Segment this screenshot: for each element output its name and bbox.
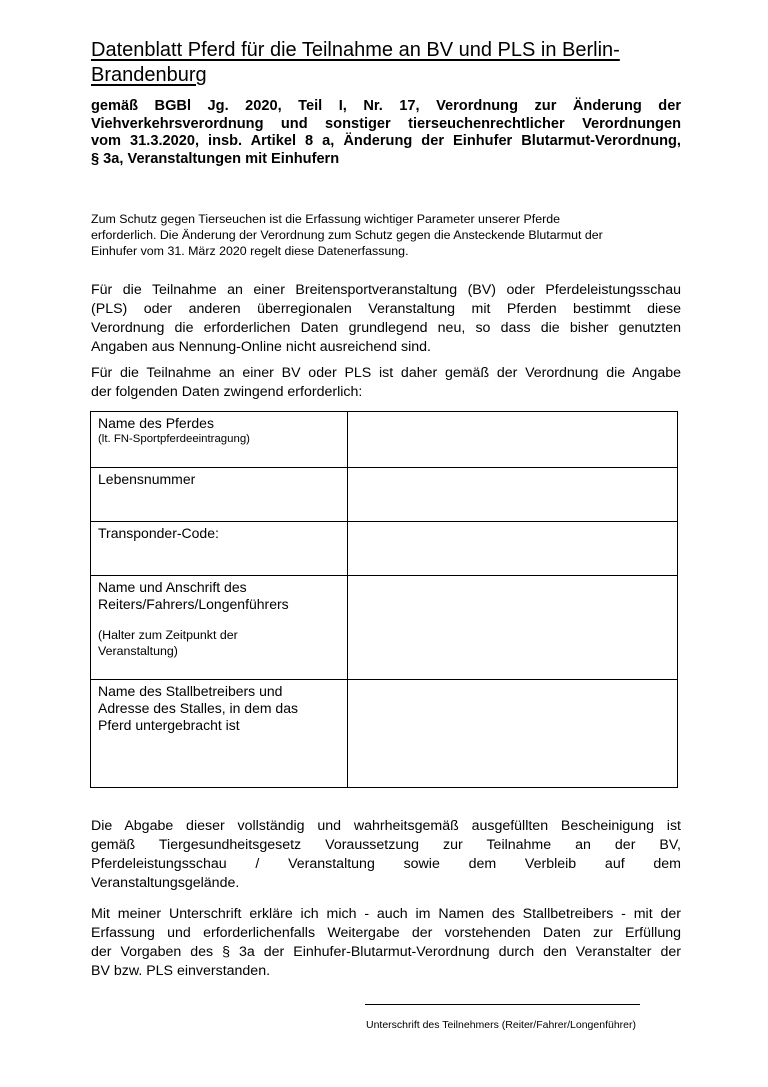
table-row [91,468,678,522]
table-row [91,412,678,468]
signature-line[interactable] [365,1004,640,1005]
intro-line: Einhufer vom 31. März 2020 regelt diese Datenerfassung. [91,243,409,258]
table-row [91,522,678,576]
field-value-stable[interactable] [348,680,678,788]
field-label-text: Adresse des Stalles, in dem das [98,700,298,716]
paragraph-certificate [91,817,681,893]
field-label-text: Name des Pferdes [98,415,214,431]
paragraph-consent [91,905,681,981]
paragraph-line: Angaben aus Nennung-Online nicht ausreichend sind. [91,339,431,355]
signature-caption: Unterschrift des Teilnehmers (Reiter/Fahrer/Longenführer) [366,1019,637,1031]
intro-line: erforderlich. Die Änderung der Verordnung zum Schutz gegen die Ansteckende Blutarmut der [91,227,603,242]
field-label-life-number: Lebensnummer [91,468,348,522]
legal-reference-line: § 3a, Veranstaltungen mit Einhufern [91,150,340,167]
field-value-horse-name[interactable] [348,412,678,468]
paragraph-line: BV bzw. PLS einverstanden. [91,963,271,979]
paragraph-line: Erfassung und erforderlichenfalls Weitergabe der vorstehenden Daten zur Erfüllung [91,925,681,941]
paragraph-line: der Vorgaben des § 3a der Einhufer-Blutarmut-Verordnung durch den Veranstalter der [91,944,681,960]
table-row [91,680,678,788]
paragraph-line: der folgenden Daten zwingend erforderlich: [91,384,363,400]
paragraph-line: (PLS) oder anderen überregionalen Veranstaltung mit Pferden bestimmt diese [91,301,681,317]
paragraph-line: Für die Teilnahme an einer Breitensportveranstaltung (BV) oder Pferdeleistungsschau [91,282,681,298]
title-line: Brandenburg [91,64,207,86]
legal-reference [91,98,681,168]
intro-line: Zum Schutz gegen Tierseuchen ist die Erfassung wichtiger Parameter unserer Pferde [91,212,561,226]
horse-data-table [90,411,678,788]
paragraph-line: Für die Teilnahme an einer BV oder PLS ist daher gemäß der Verordnung die Angabe [91,365,681,381]
paragraph-line: Verordnung die erforderlichen Daten grundlegend neu, so dass die bisher genutzten [91,320,681,336]
field-label-rider [91,576,348,680]
field-label-horse-name [91,412,348,468]
paragraph-line: gemäß Tiergesundheitsgesetz Voraussetzung zur Teilnahme an der BV, [91,837,681,853]
legal-reference-line: gemäß BGBl Jg. 2020, Teil I, Nr. 17, Verordnung zur Änderung der [91,98,681,114]
field-note: (Halter zum Zeitpunkt der [98,628,238,642]
paragraph-line: Mit meiner Unterschrift erkläre ich mich - auch im Namen des Stallbetreibers - mit der [91,906,681,922]
field-value-rider[interactable] [348,576,678,680]
field-note: (lt. FN-Sportpferdeeintragung) [98,433,250,445]
field-label-text: Reiters/Fahrers/Longenführers [98,596,289,612]
field-label-transponder-code: Transponder-Code: [91,522,348,576]
field-label-text: Pferd untergebracht ist [98,717,240,733]
title-line: Datenblatt Pferd für die Teilnahme an BV und PLS in Berlin- [91,39,620,61]
legal-reference-line: Viehverkehrsverordnung und sonstiger tierseuchenrechtlicher Verordnungen [91,115,681,132]
paragraph-participation [91,281,681,357]
paragraph-required-data [91,364,681,402]
intro-paragraph [91,212,681,259]
document-title [91,38,691,88]
table-row [91,576,678,680]
paragraph-line: Die Abgabe dieser vollständig und wahrheitsgemäß ausgefüllten Bescheinigung ist [91,818,681,834]
field-note: Veranstaltung) [98,644,178,658]
field-label-text: Name und Anschrift des [98,579,247,595]
field-value-life-number[interactable] [348,468,678,522]
paragraph-line: Veranstaltungsgelände. [91,875,240,891]
legal-reference-line: vom 31.3.2020, insb. Artikel 8 a, Änderung der Einhufer Blutarmut-Verordnung, [91,133,681,149]
field-value-transponder-code[interactable] [348,522,678,576]
field-label-stable [91,680,348,788]
paragraph-line: Pferdeleistungsschau / Veranstaltung sowie dem Verbleib auf dem [91,856,681,872]
field-label-text: Name des Stallbetreibers und [98,683,283,699]
